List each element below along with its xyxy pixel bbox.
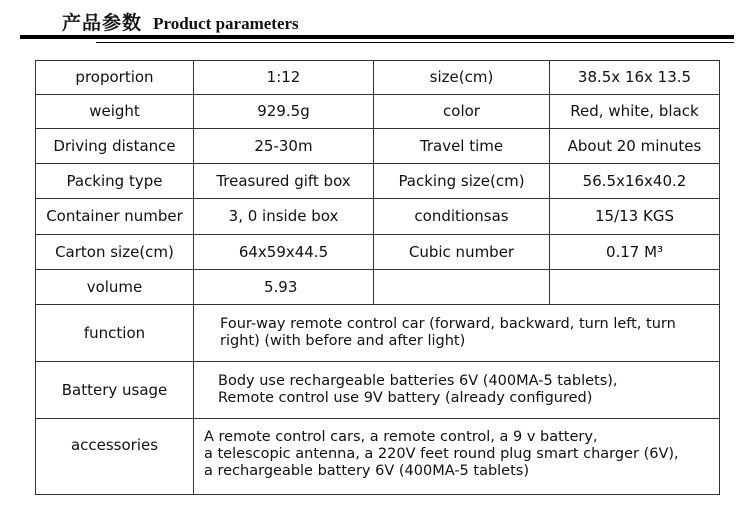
param-value: Treasured gift box [194,164,374,199]
function-label: function [36,305,194,362]
accessories-line: a telescopic antenna, a 220V feet round plug smart charger (6V), [204,446,679,462]
accessories-line: a rechargeable battery 6V (400MA-5 tablets) [204,463,530,479]
table-row-function [36,305,720,362]
table-row-accessories [36,419,720,495]
table-row [36,129,720,164]
param-label: weight [36,95,194,129]
table-row [36,270,720,305]
param-value: 25-30m [194,129,374,164]
accessories-line: A remote control cars, a remote control, a 9 v battery, [204,429,598,445]
param-label: conditionsas [374,199,550,235]
table-row [36,235,720,270]
param-label: size(cm) [374,61,550,95]
battery-description [194,362,720,419]
param-label: proportion [36,61,194,95]
param-label: Driving distance [36,129,194,164]
header-rule-thick [20,35,734,39]
param-value: 64x59x44.5 [194,235,374,270]
function-line: Four-way remote control car (forward, backward, turn left, turn [220,316,676,332]
function-description [194,305,720,362]
param-value: 5.93 [194,270,374,305]
table-row [36,95,720,129]
accessories-description [194,419,720,495]
param-label: Packing type [36,164,194,199]
param-label: volume [36,270,194,305]
page-header [0,0,750,48]
param-value: 929.5g [194,95,374,129]
title-english: Product parameters [153,14,299,33]
param-value: 38.5x 16x 13.5 [550,61,720,95]
table-row [36,61,720,95]
param-value: Red, white, black [550,95,720,129]
battery-line: Remote control use 9V battery (already configured) [218,390,593,406]
param-value: 0.17 M³ [550,235,720,270]
param-value: About 20 minutes [550,129,720,164]
param-label: Cubic number [374,235,550,270]
param-label [374,270,550,305]
param-value: 15/13 KGS [550,199,720,235]
param-value: 3, 0 inside box [194,199,374,235]
page-title [62,8,299,35]
param-value: 56.5x16x40.2 [550,164,720,199]
table-row-battery [36,362,720,419]
param-label: Container number [36,199,194,235]
header-rule-thin [96,42,734,43]
parameters-table [35,60,720,495]
battery-line: Body use rechargeable batteries 6V (400MA-5 tablets), [218,373,618,389]
title-chinese: 产品参数 [62,12,143,34]
battery-label: Battery usage [36,362,194,419]
param-value: 1:12 [194,61,374,95]
table-row [36,199,720,235]
param-label: Packing size(cm) [374,164,550,199]
table-row [36,164,720,199]
param-label: color [374,95,550,129]
function-line: right) (with before and after light) [220,333,466,349]
accessories-label: accessories [36,419,194,495]
param-label: Carton size(cm) [36,235,194,270]
param-label: Travel time [374,129,550,164]
param-value [550,270,720,305]
